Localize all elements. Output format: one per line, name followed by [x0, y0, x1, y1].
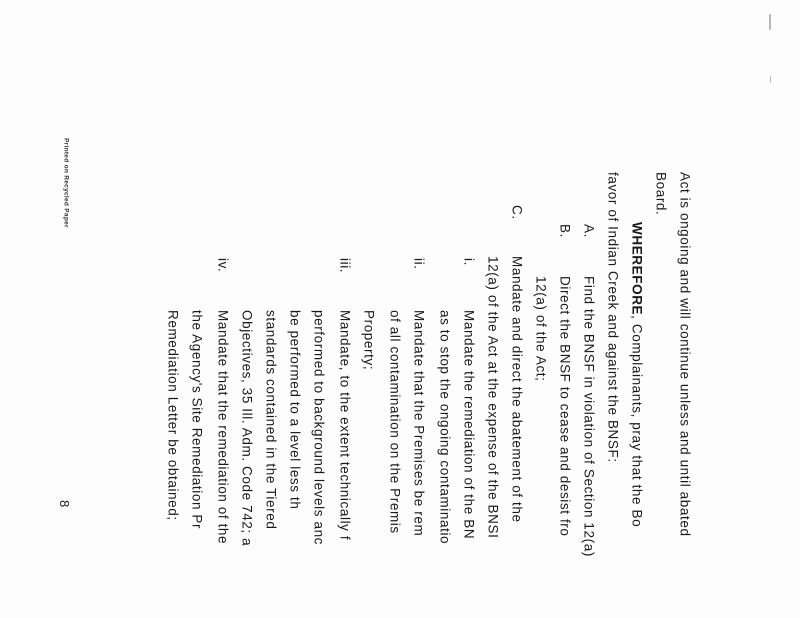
item-marker-c: C. — [509, 205, 525, 220]
subitem-i-text: Mandate the remediation of the BN — [461, 310, 477, 540]
subitem-marker-ii: ii. — [411, 258, 427, 270]
item-b-cont: 12(a) of the Act; — [533, 276, 549, 382]
wherefore-text: , Complainants, pray that the Bo — [629, 315, 645, 528]
subitem-iii-cont: performed to background levels anc — [311, 310, 327, 546]
subitem-marker-iv: iv. — [215, 258, 231, 273]
subitem-ii-cont: of all contamination on the Premis — [387, 310, 403, 534]
scan-speck — [770, 76, 771, 83]
subitem-iii-text: Mandate, to the extent technically f — [337, 310, 353, 541]
item-a-text: Find the BNSF in violation of Section 12(a) — [581, 276, 597, 557]
body-line: favor of Indian Creek and against the BNSF: — [605, 172, 621, 463]
item-marker-b: B. — [557, 224, 573, 238]
subitem-i-cont: as to stop the ongoing contaminatio — [437, 310, 453, 545]
item-c-cont: 12(a) of the Act at the expense of the BNSI — [485, 256, 501, 539]
item-b-text: Direct the BNSF to cease and desist fro — [557, 276, 573, 537]
recycled-paper-note: Printed on Recycled Paper — [62, 138, 70, 228]
item-marker-a: A. — [581, 224, 597, 238]
wherefore-heading: WHEREFORE — [629, 222, 645, 316]
subitem-iv-cont: the Agency's Site Remediation Pr — [189, 310, 205, 530]
subitem-marker-iii: iii. — [337, 258, 353, 274]
subitem-marker-i: i. — [461, 258, 477, 266]
subitem-ii-cont: Property; — [361, 310, 377, 371]
subitem-iii-cont: standards contained in the Tiered — [263, 310, 279, 530]
subitem-iv-text: Mandate that the remediation of the — [215, 310, 231, 545]
subitem-iii-cont: Objectives, 35 Ill. Adm. Code 742; a — [239, 310, 255, 547]
body-line: Board. — [653, 172, 669, 216]
scan-speck — [769, 14, 771, 30]
subitem-iii-cont: be performed to a level less th — [287, 310, 303, 510]
subitem-ii-text: Mandate that the Premises be rem — [411, 310, 427, 537]
page-number: 8 — [57, 500, 72, 508]
subitem-iv-cont: Remediation Letter be obtained; — [165, 310, 181, 521]
item-c-text: Mandate and direct the abatement of the — [509, 256, 525, 523]
wherefore-line — [630, 222, 644, 527]
body-line: Act is ongoing and will continue unless and until abated — [677, 172, 693, 537]
